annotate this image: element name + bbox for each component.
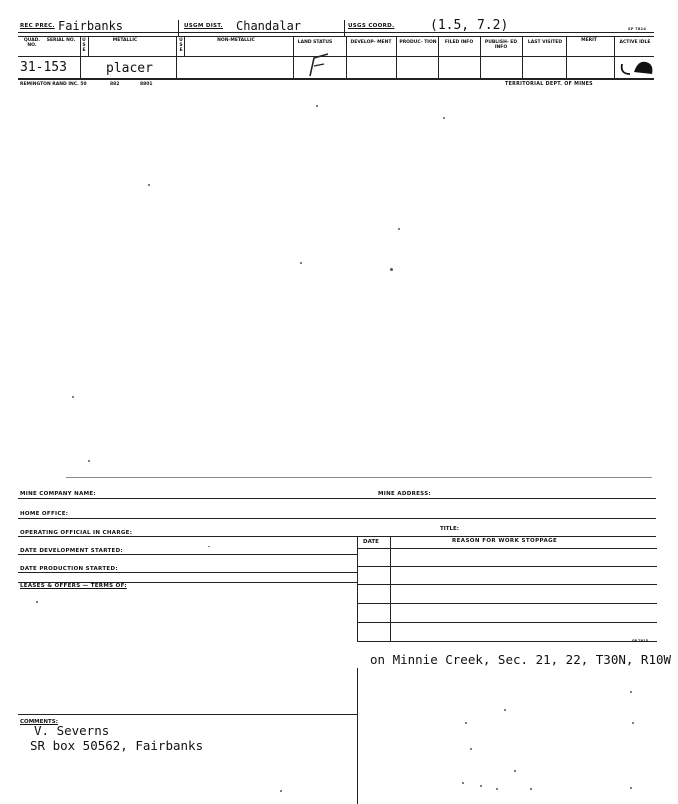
comments-label: COMMENTS: (20, 719, 58, 725)
col-merit: MERIT (581, 38, 597, 43)
comment-line-2: SR box 50562, Fairbanks (30, 738, 204, 753)
location-text: on Minnie Creek, Sec. 21, 22, T30N, R10W (370, 652, 672, 667)
col-metallic: METALLIC (112, 38, 138, 43)
usgs-coord-label: USGS COORD. (348, 23, 395, 29)
col-use-a: U S E (82, 38, 86, 53)
mine-address-label: MINE ADDRESS: (378, 491, 431, 497)
col-land-status: LAND STATUS (297, 40, 333, 45)
reason-header: REASON FOR WORK STOPPAGE (452, 538, 558, 544)
comment-line-1: V. Severns (34, 723, 110, 738)
col-non-metallic: NON-METALLIC (217, 38, 255, 43)
col-filed-info: FILED INFO (444, 40, 474, 45)
rec-prec-label: REC PREC. (20, 23, 55, 29)
printer-code-1: 882 (110, 82, 120, 87)
quad-serial-value: 31-153 (20, 60, 67, 75)
metallic-value: placer (106, 61, 153, 76)
form-number: SP 7814 (628, 27, 647, 31)
col-quad-no: QUAD. NO. (23, 38, 41, 48)
form-number-2: SP 7815 (632, 639, 649, 643)
col-serial-no: SERIAL NO. (46, 38, 76, 43)
mine-details-card (0, 470, 678, 804)
col-development: DEVELOP- MENT (350, 40, 392, 45)
home-office-label: HOME OFFICE: (20, 511, 69, 517)
printer-code-2: 8801 (140, 82, 153, 87)
mine-company-name-label: MINE COMPANY NAME: (20, 491, 96, 497)
title-label: TITLE: (440, 526, 460, 532)
col-active-idle: ACTIVE IDLE (619, 40, 651, 45)
index-card-header (18, 20, 656, 82)
col-use-b: U S E (179, 38, 183, 53)
usgs-dist-label: USGM DIST. (184, 23, 223, 29)
col-production: PRODUC- TION (399, 40, 437, 45)
land-status-checkmark-icon (306, 52, 332, 78)
usgs-coord-value: (1.5, 7.2) (430, 18, 509, 33)
operating-official-label: OPERATING OFFICIAL IN CHARGE: (20, 530, 133, 536)
leases-label: LEASES & OFFERS — TERMS OF: (20, 583, 127, 589)
territorial-dept: TERRITORIAL DEPT. OF MINES (505, 82, 593, 87)
usgs-dist-value: Chandalar (236, 19, 302, 33)
active-stamp-icon (618, 56, 658, 78)
date-production-label: DATE PRODUCTION STARTED: (20, 566, 118, 572)
date-development-label: DATE DEVELOPMENT STARTED: (20, 548, 123, 554)
rec-prec-value: Fairbanks (58, 19, 124, 33)
date-header: DATE (363, 539, 379, 545)
col-published-info: PUBLISH- ED INFO (484, 40, 518, 50)
col-last-visited: LAST VISITED (527, 40, 563, 45)
printer-line: REMINGTON RAND INC. 50 (20, 82, 87, 87)
